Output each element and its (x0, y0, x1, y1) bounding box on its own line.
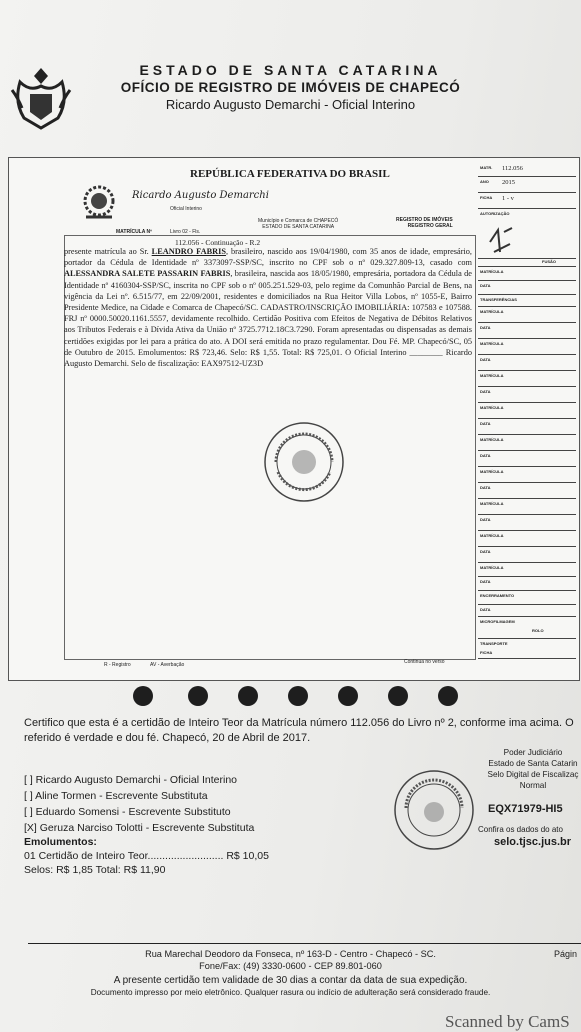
registry-block (396, 217, 453, 229)
municipio-block (258, 218, 338, 230)
verification-site: selo.tjsc.jus.br (494, 836, 572, 848)
seal-code: EQX71979-HI5 (488, 803, 563, 815)
side-row-4: DATA (478, 324, 576, 339)
scanner-watermark: Scanned by CamS (445, 1012, 570, 1031)
livro-label: Livro 02 - Fls. (170, 229, 201, 235)
side-ano: ANO 2015 (478, 178, 576, 193)
signer-option-2: [ ] Aline Tormen - Escrevente Substituta (24, 790, 208, 802)
side-row-13: MATRÍCULA (478, 468, 576, 483)
judicial-l4: Normal (519, 781, 547, 790)
handwritten-mark-icon (484, 222, 518, 260)
side-row-7: MATRÍCULA (478, 372, 576, 387)
judicial-seal-text (478, 747, 581, 791)
footer-address: Rua Marechal Deodoro da Fonseca, nº 163-D - Centro - Chapecó - SC. (145, 949, 436, 959)
registry-round-stamp-icon (262, 420, 346, 504)
side-row-9: MATRÍCULA (478, 404, 576, 419)
side-ficha: FICHA 1 - v (478, 194, 576, 209)
side-microfilmagem: MICROFILMAGEM ROLO (478, 618, 576, 639)
side-matricula: MATR. 112.056 (478, 164, 576, 177)
body-mid: , brasileiro, nascido aos 19/04/1980, com 35 anos de idade, empresário, portador da Cédula de Identidade nº 3373097-SSP/SC, inscrito no CPF sob o nº 029.327.809-13, casado com (64, 247, 472, 268)
judicial-l3: Selo Digital de Fiscalizaç (487, 770, 579, 779)
validity-notice: A presente certidão tem validade de 30 dias a contar da data de sua expedição. (113, 975, 468, 986)
officer-line: Ricardo Augusto Demarchi - Oficial Interino (165, 97, 416, 112)
side-autorizacao: AUTORIZAÇÃO (478, 210, 576, 259)
side-row-1: MATRÍCULA (478, 268, 576, 281)
office-title: OFÍCIO DE REGISTRO DE IMÓVEIS DE CHAPECÓ (120, 80, 461, 95)
owner-name-1: LEANDRO FABRIS (151, 247, 226, 256)
side-data: DATA (478, 606, 576, 617)
side-row-20: DATA (478, 578, 576, 591)
punch-hole (133, 686, 153, 706)
emolumentos-line: 01 Certidão de Inteiro Teor.......................... R$ 10,05 (24, 850, 269, 862)
side-row-8: DATA (478, 388, 576, 403)
side-row-15: MATRÍCULA (478, 500, 576, 515)
registry-line-2: REGISTRO GERAL (407, 223, 453, 229)
brazil-emblem-icon (80, 183, 118, 223)
side-row-12: DATA (478, 452, 576, 467)
judicial-l1: Poder Judiciário (503, 748, 563, 757)
signer-option-3: [ ] Eduardo Somensi - Escrevente Substituto (24, 806, 231, 818)
registro-footnote: R - Registro (104, 662, 131, 668)
owner-name-2: ALESSANDRA SALETE PASSARIN FABRIS (64, 269, 231, 279)
signature-name: Ricardo Augusto Demarchi (132, 190, 269, 201)
judicial-l2: Estado de Santa Catarin (488, 759, 578, 768)
side-transporte: TRANSPORTE FICHA (478, 640, 576, 659)
state-title: ESTADO DE SANTA CATARINA (139, 62, 442, 78)
state-line: ESTADO DE SANTA CATARINA (262, 224, 335, 230)
side-row-19: MATRÍCULA (478, 564, 576, 577)
side-row-2: DATA (478, 282, 576, 295)
selos-total: Selos: R$ 1,85 Total: R$ 11,90 (24, 864, 166, 876)
signer-option-4: [X] Geruza Narciso Tolotti - Escrevente Substituta (24, 822, 255, 834)
continuation-header: 112.056 - Continuação - R.2 (175, 238, 261, 247)
punch-hole (438, 686, 458, 706)
footer-phone: Fone/Fax: (49) 3330-0600 - CEP 89.801-060 (199, 961, 382, 971)
punch-hole (338, 686, 358, 706)
signer-option-1: [ ] Ricardo Augusto Demarchi - Oficial Interino (24, 774, 238, 786)
official-round-stamp-icon (392, 768, 476, 852)
page-label: Págin (554, 949, 578, 959)
side-row-3: MATRÍCULA (478, 308, 576, 323)
matricula-label: MATRÍCULA Nº (116, 229, 152, 235)
punch-hole (388, 686, 408, 706)
signature-role: Oficial Interino (170, 206, 202, 212)
certification-statement: Certifico que esta é a certidão de Inteiro Teor da Matrícula número 112.056 do Livro nº 2, conforme ima acima. O referido é verdade e dou fé. Chapecó, 20 de Abril de 2017. (24, 717, 574, 744)
side-row-14: DATA (478, 484, 576, 499)
print-notice: Documento impresso por meio eletrônico. Qualquer rasura ou indício de adulteração será considerado fraude. (90, 988, 491, 997)
body-rest: , brasileira, nascida aos 18/05/1980, empresária, portadora da Cédula de Identidade nº 4160304-SSP/SC, inscrita no CPF sob o nº 005.251.529-03, pelo regime da Comunhão Parcial de Bens, na vigência da Lei nº. 6.515/77, em 22/09/2001, residentes e domiciliados na Rua Heitor Villa Lobos, nº 1055-E, Bairro Presidente Medice, na Cidade e Comarca de Chapecó/SC. CADASTRO/INSCRIÇÃO IMOBILIÁRIA: 107583 e 107588. FRJ nº 0000.50020.1161.5557, devidamente recolhido. Certidão Positiva com Efeitos de Negativa de Débitos Relativos aos Tributos Federais e à Dívida Ativa da União nº 3725.7712.18C3.7290. Foram apresentadas ou dispensadas as demais certidões exigidas por lei para a prática do ato. A DOI será emitida no prazo regulamentar. Dou Fé. MP. Chapecó/SC, 05 de Outubro de 2015. Emolumentos: R$ 723,46. Selo: R$ 1,55. Total: R$ 725,01. O Oficial Interino ________ Ricardo Augusto Demarchi. Selo de fiscalização: EAX97512-UZ3D (64, 269, 472, 369)
side-fusao: FUSÃO (478, 258, 576, 267)
body-pre: presente matrícula ao Sr. (64, 247, 152, 256)
side-row-16: DATA (478, 516, 576, 531)
municipio-line: Município e Comarca de CHAPECÓ (258, 218, 339, 224)
side-row-11: MATRÍCULA (478, 436, 576, 451)
punch-hole (288, 686, 308, 706)
punch-hole (238, 686, 258, 706)
confira-text: Confira os dados do ato (478, 825, 563, 834)
punch-hole (188, 686, 208, 706)
side-row-17: MATRÍCULA (478, 532, 576, 547)
republic-title: REPÚBLICA FEDERATIVA DO BRASIL (190, 168, 390, 180)
emolumentos-title: Emolumentos: (24, 836, 97, 848)
side-row-10: DATA (478, 420, 576, 435)
footer-divider (28, 943, 581, 944)
side-encerramento: ENCERRAMENTO (478, 592, 576, 605)
continua-verso: Continua no verso (404, 659, 445, 665)
side-row-18: DATA (478, 548, 576, 563)
side-transferencias: TRANSFERÊNCIAS (478, 296, 576, 307)
averbacao-footnote: AV - Averbação (150, 662, 185, 668)
side-row-6: DATA (478, 356, 576, 371)
matricula-body-text (64, 246, 472, 369)
registry-line-1: REGISTRO DE IMÓVEIS (396, 217, 453, 223)
side-row-5: MATRÍCULA (478, 340, 576, 355)
